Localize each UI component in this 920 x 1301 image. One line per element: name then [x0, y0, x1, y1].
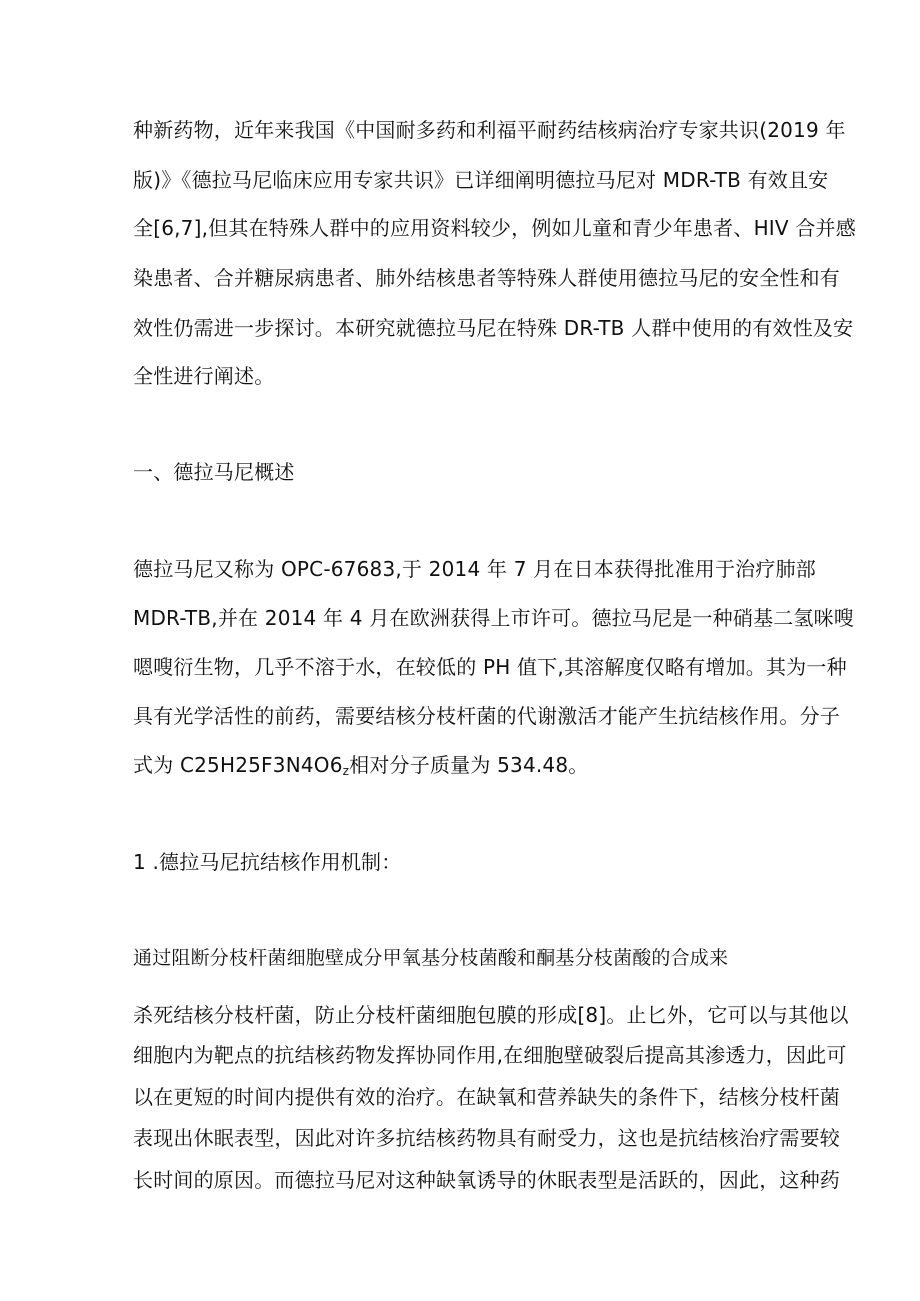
section-heading: 一、德拉马尼概述	[133, 460, 295, 484]
text-line: 以在更短的时间内提供有效的治疗。在缺氧和营养缺失的条件下，结核分枝杆菌	[133, 1085, 840, 1109]
text-line: 德拉马尼又称为 OPC-67683,于 2014 年 7 月在日本获得批准用于治疗肺部	[133, 557, 816, 581]
formula-prefix: 式为 C25H25F3N4O6	[133, 753, 343, 777]
text-line: 表现出休眠表型，因此对许多抗结核药物具有耐受力，这也是抗结核治疗需要较	[133, 1126, 840, 1150]
text-line: 细胞内为靶点的抗结核药物发挥协同作用,在细胞壁破裂后提高其渗透力，因此可	[133, 1043, 847, 1067]
formula-suffix: 相对分子质量为 534.48。	[349, 753, 589, 777]
formula-line	[133, 751, 588, 785]
text-line: 杀死结核分枝杆菌，防止分枝杆菌细胞包膜的形成[8]。止匕外，它可以与其他以	[133, 1003, 849, 1027]
text-line: MDR-TB,并在 2014 年 4 月在欧洲获得上市许可。德拉马尼是一种硝基二氢咪嗖	[133, 606, 855, 630]
text-line: 嗯嗖衍生物，几乎不溶于水，在较低的 PH 值下,其溶解度仅略有增加。其为一种	[133, 655, 847, 679]
subheading: 1 .德拉马尼抗结核作用机制：	[133, 850, 402, 874]
text-line: 种新药物，近年来我国《中国耐多药和利福平耐药结核病治疗专家共识(2019 年	[133, 118, 846, 142]
text-line: 染患者、合并糖尿病患者、肺外结核患者等特殊人群使用德拉马尼的安全性和有	[133, 266, 840, 290]
text-line: 效性仍需进一步探讨。本研究就德拉马尼在特殊 DR-TB 人群中使用的有效性及安	[133, 316, 854, 340]
text-line: 具有光学活性的前药，需要结核分枝杆菌的代谢激活才能产生抗结核作用。分子	[133, 704, 840, 728]
text-line: 全性进行阐述。	[133, 364, 275, 388]
text-line: 长时间的原因。而德拉马尼对这种缺氧诱导的休眠表型是活跃的，因此，这种药	[133, 1168, 840, 1192]
text-line: 版)》《德拉马尼临床应用专家共识》已详细阐明德拉马尼对 MDR-TB 有效且安	[133, 168, 829, 192]
mechanism-lead: 通过阻断分枝杆菌细胞壁成分甲氧基分枝菌酸和酮基分枝菌酸的合成来	[133, 947, 729, 969]
text-line: 全[6,7],但其在特殊人群中的应用资料较少，例如儿童和青少年患者、HIV 合并感	[133, 216, 856, 240]
formula-subscript: z	[342, 764, 350, 778]
